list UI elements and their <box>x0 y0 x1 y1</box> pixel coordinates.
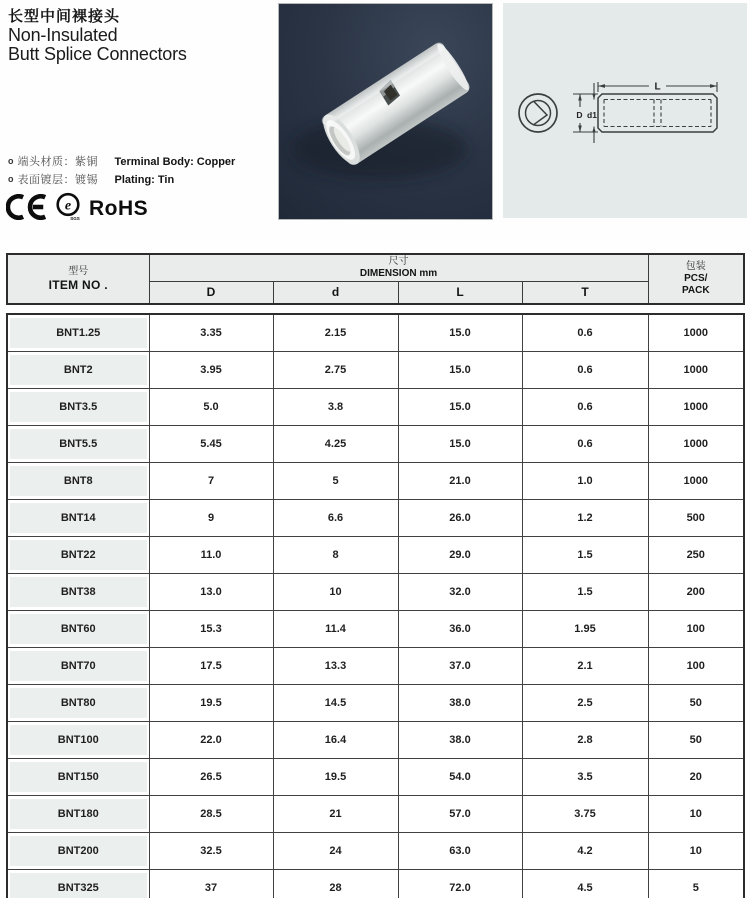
spec-zh-plating: 表面镀层：镀锡 <box>17 174 98 186</box>
item-code-cell <box>7 796 149 833</box>
spec-row-plating <box>8 171 235 189</box>
header-col-d: d <box>273 281 398 304</box>
table-row <box>7 537 744 574</box>
dimension-cell: 19.5 <box>273 759 398 796</box>
item-code-cell <box>7 389 149 426</box>
table-row <box>7 389 744 426</box>
item-code-cell <box>7 352 149 389</box>
dimension-cell: 100 <box>648 611 744 648</box>
rohs-label: RoHS <box>89 197 149 220</box>
dimension-cell: 100 <box>648 648 744 685</box>
table-row <box>7 796 744 833</box>
item-code: BNT180 <box>10 799 147 829</box>
dimension-cell: 3.5 <box>522 759 648 796</box>
dim-label-D: D <box>576 110 583 120</box>
dimension-cell: 13.0 <box>149 574 273 611</box>
dimension-cell: 21 <box>273 796 398 833</box>
dimension-cell: 0.6 <box>522 389 648 426</box>
item-code: BNT14 <box>10 503 147 533</box>
dimension-cell: 1000 <box>648 389 744 426</box>
dimension-cell: 1.95 <box>522 611 648 648</box>
spec-zh-terminal: 端头材质：紫铜 <box>17 156 98 168</box>
spec-row-terminal-body <box>8 153 235 171</box>
dimension-cell: 38.0 <box>398 685 522 722</box>
dimension-cell: 1.2 <box>522 500 648 537</box>
dimension-cell: 29.0 <box>398 537 522 574</box>
spec-en-terminal: Terminal Body: Copper <box>114 156 236 168</box>
dimension-cell: 54.0 <box>398 759 522 796</box>
dimension-cell: 13.3 <box>273 648 398 685</box>
dimension-cell: 4.25 <box>273 426 398 463</box>
item-code: BNT22 <box>10 540 147 570</box>
item-code-cell <box>7 685 149 722</box>
item-code-cell <box>7 648 149 685</box>
item-code-cell <box>7 463 149 500</box>
header-pcs-pack: 包装 PCS/ PACK <box>648 254 744 304</box>
dimension-cell: 3.95 <box>149 352 273 389</box>
dimension-cell: 2.75 <box>273 352 398 389</box>
item-code-cell <box>7 500 149 537</box>
item-code-cell <box>7 611 149 648</box>
side-view <box>598 94 717 132</box>
item-code-cell <box>7 870 149 898</box>
dimension-cell: 10 <box>648 833 744 870</box>
ce-mark-icon <box>6 194 48 225</box>
dimension-cell: 1.5 <box>522 574 648 611</box>
item-code-cell <box>7 314 149 352</box>
item-code-cell <box>7 722 149 759</box>
item-code: BNT200 <box>10 836 147 866</box>
dimension-cell: 28 <box>273 870 398 898</box>
bullet-icon: o <box>8 156 14 166</box>
item-code-cell <box>7 537 149 574</box>
item-code: BNT8 <box>10 466 147 496</box>
dimension-cell: 16.4 <box>273 722 398 759</box>
bullet-icon: o <box>8 174 14 184</box>
dimension-cell: 5.0 <box>149 389 273 426</box>
dimension-cell: 15.0 <box>398 389 522 426</box>
dimension-cell: 57.0 <box>398 796 522 833</box>
item-code: BNT100 <box>10 725 147 755</box>
end-view <box>519 94 557 132</box>
dimension-cell: 1000 <box>648 463 744 500</box>
dimension-cell: 14.5 <box>273 685 398 722</box>
dimension-cell: 19.5 <box>149 685 273 722</box>
dimension-cell: 38.0 <box>398 722 522 759</box>
page-title-zh: 长型中间裸接头 <box>8 8 121 25</box>
dimension-cell: 1.0 <box>522 463 648 500</box>
dimension-cell: 26.0 <box>398 500 522 537</box>
table-row <box>7 426 744 463</box>
dimension-cell: 32.5 <box>149 833 273 870</box>
dimension-diagram <box>503 3 747 218</box>
dimension-cell: 2.15 <box>273 314 398 352</box>
dimension-cell: 17.5 <box>149 648 273 685</box>
dimension-cell: 10 <box>648 796 744 833</box>
dimension-cell: 15.3 <box>149 611 273 648</box>
dimension-cell: 0.6 <box>522 426 648 463</box>
dimension-cell: 5.45 <box>149 426 273 463</box>
dimension-cell: 37.0 <box>398 648 522 685</box>
dimension-cell: 3.75 <box>522 796 648 833</box>
table-row <box>7 314 744 352</box>
item-code: BNT325 <box>10 873 147 898</box>
dimension-cell: 4.2 <box>522 833 648 870</box>
item-code-cell <box>7 426 149 463</box>
quality-mark-icon <box>55 192 82 226</box>
item-code: BNT3.5 <box>10 392 147 422</box>
spec-table-header <box>6 253 745 305</box>
dimension-cell: 1000 <box>648 426 744 463</box>
item-code: BNT38 <box>10 577 147 607</box>
item-code: BNT1.25 <box>10 318 147 348</box>
page-title-en-line2: Butt Splice Connectors <box>8 43 187 64</box>
header-item-no: 型号 ITEM NO . <box>7 254 149 304</box>
dimension-cell: 5 <box>273 463 398 500</box>
dimension-cell: 21.0 <box>398 463 522 500</box>
item-code-cell <box>7 759 149 796</box>
item-code: BNT80 <box>10 688 147 718</box>
header-col-L: L <box>398 281 522 304</box>
dimension-cell: 200 <box>648 574 744 611</box>
dimension-cell: 26.5 <box>149 759 273 796</box>
dimension-cell: 2.1 <box>522 648 648 685</box>
dimension-cell: 4.5 <box>522 870 648 898</box>
item-code: BNT60 <box>10 614 147 644</box>
dimension-cell: 2.8 <box>522 722 648 759</box>
dimension-cell: 500 <box>648 500 744 537</box>
table-row <box>7 611 744 648</box>
svg-text:e: e <box>64 198 72 214</box>
dimension-cell: 2.5 <box>522 685 648 722</box>
dimension-cell: 22.0 <box>149 722 273 759</box>
dimension-cell: 24 <box>273 833 398 870</box>
material-specs <box>8 153 235 189</box>
dimension-cell: 1000 <box>648 314 744 352</box>
header-col-D: D <box>149 281 273 304</box>
item-code-cell <box>7 574 149 611</box>
butt-splice-connector-image <box>279 4 492 219</box>
dimension-cell: 1000 <box>648 352 744 389</box>
dim-label-L: L <box>654 81 661 93</box>
dimension-cell: 250 <box>648 537 744 574</box>
dimension-cell: 0.6 <box>522 314 648 352</box>
table-row <box>7 722 744 759</box>
spec-table-rows <box>7 314 744 898</box>
item-code-cell <box>7 833 149 870</box>
svg-text:SGS: SGS <box>70 216 80 221</box>
dimension-cell: 6.6 <box>273 500 398 537</box>
table-row <box>7 500 744 537</box>
product-photo <box>278 3 493 220</box>
dimension-cell: 0.6 <box>522 352 648 389</box>
table-row <box>7 574 744 611</box>
dimension-cell: 3.8 <box>273 389 398 426</box>
item-code: BNT70 <box>10 651 147 681</box>
item-code: BNT2 <box>10 355 147 385</box>
dimension-cell: 20 <box>648 759 744 796</box>
dimension-cell: 37 <box>149 870 273 898</box>
header-dimension-group: 尺寸 DIMENSION mm <box>149 254 648 281</box>
table-row <box>7 685 744 722</box>
dimension-cell: 11.4 <box>273 611 398 648</box>
dimension-cell: 32.0 <box>398 574 522 611</box>
item-code: BNT150 <box>10 762 147 792</box>
dimension-cell: 10 <box>273 574 398 611</box>
dimension-cell: 7 <box>149 463 273 500</box>
certification-row <box>6 193 148 225</box>
dimension-cell: 8 <box>273 537 398 574</box>
spec-table-body <box>6 313 745 898</box>
dimension-cell: 3.35 <box>149 314 273 352</box>
dimension-cell: 72.0 <box>398 870 522 898</box>
dimension-cell: 5 <box>648 870 744 898</box>
header-col-T: T <box>522 281 648 304</box>
table-row <box>7 463 744 500</box>
dimension-cell: 11.0 <box>149 537 273 574</box>
table-row <box>7 648 744 685</box>
page-title-block <box>8 5 187 63</box>
item-code: BNT5.5 <box>10 429 147 459</box>
dimension-cell: 15.0 <box>398 314 522 352</box>
dimension-cell: 63.0 <box>398 833 522 870</box>
table-row <box>7 833 744 870</box>
dim-label-d1: d1 <box>587 110 597 120</box>
dimension-cell: 1.5 <box>522 537 648 574</box>
dimension-cell: 9 <box>149 500 273 537</box>
page-title-en-line1: Non-Insulated <box>8 25 118 45</box>
dimension-cell: 28.5 <box>149 796 273 833</box>
table-row <box>7 759 744 796</box>
spec-en-plating: Plating: Tin <box>114 174 175 186</box>
table-row <box>7 352 744 389</box>
dimension-cell: 36.0 <box>398 611 522 648</box>
table-row <box>7 870 744 898</box>
dimension-cell: 15.0 <box>398 426 522 463</box>
dimension-cell: 50 <box>648 722 744 759</box>
dimension-cell: 50 <box>648 685 744 722</box>
dimension-cell: 15.0 <box>398 352 522 389</box>
